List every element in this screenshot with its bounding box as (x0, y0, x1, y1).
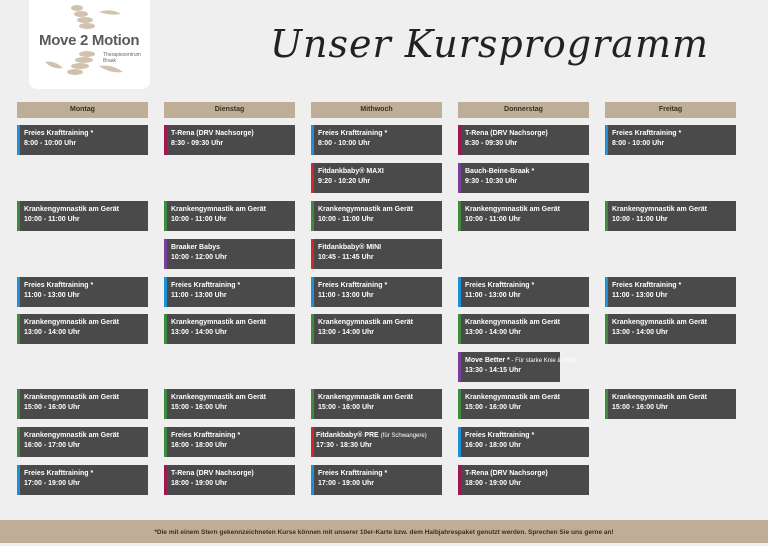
course-time: 16:00 - 18:00 Uhr (465, 442, 522, 449)
course-time: 18:00 - 19:00 Uhr (171, 480, 228, 487)
course-card[interactable] (17, 465, 148, 495)
course-name: T-Rena (DRV Nachsorge) (171, 130, 254, 137)
course-color-bar (164, 465, 167, 495)
day-header-monday: Montag (17, 102, 148, 118)
course-name: T-Rena (DRV Nachsorge) (465, 130, 548, 137)
course-time: 17:00 - 19:00 Uhr (318, 480, 375, 487)
course-color-bar (17, 125, 20, 155)
course-card[interactable] (458, 465, 589, 495)
course-card[interactable] (311, 277, 442, 307)
course-time: 10:00 - 11:00 Uhr (612, 216, 668, 223)
course-name: Freies Krafttraining * (612, 282, 682, 289)
course-card[interactable] (164, 277, 295, 307)
course-time: 9:30 - 10:30 Uhr (465, 178, 518, 185)
course-color-bar (311, 314, 314, 344)
course-card[interactable] (164, 125, 295, 155)
course-card[interactable] (164, 239, 295, 269)
course-name: Krankengymnastik am Gerät (612, 206, 707, 213)
course-name: Move Better * (465, 357, 510, 364)
course-color-bar (164, 389, 167, 419)
course-color-bar (164, 201, 167, 231)
course-note: (für Schwangere) (380, 433, 427, 439)
course-color-bar (458, 427, 461, 457)
footer-note: *Die mit einem Stern gekennzeichneten Kurse können mit unserer 10er-Karte bzw. dem Halbjahrespaket genutzt werden. Sprechen Sie uns gerne an! (0, 520, 768, 543)
course-name: Krankengymnastik am Gerät (612, 319, 707, 326)
course-color-bar (605, 201, 608, 231)
course-card[interactable] (605, 277, 736, 307)
course-name: Freies Krafttraining * (24, 282, 94, 289)
course-card[interactable] (311, 201, 442, 231)
course-card[interactable] (17, 389, 148, 419)
course-name: Krankengymnastik am Gerät (24, 206, 119, 213)
course-name: Freies Krafttraining * (612, 130, 682, 137)
course-color-bar (164, 125, 167, 155)
course-name: T-Rena (DRV Nachsorge) (171, 470, 254, 477)
course-card[interactable] (605, 125, 736, 155)
logo-subtitle (103, 52, 141, 64)
course-time: 15:00 - 16:00 Uhr (318, 404, 375, 411)
course-card[interactable] (605, 201, 736, 231)
course-time: 10:00 - 11:00 Uhr (24, 216, 80, 223)
course-card[interactable] (458, 277, 589, 307)
course-color-bar (458, 465, 461, 495)
course-name-line (316, 431, 442, 441)
course-card[interactable] (311, 163, 442, 193)
course-card[interactable] (458, 389, 589, 419)
course-time: 13:00 - 14:00 Uhr (465, 329, 522, 336)
course-card[interactable] (311, 465, 442, 495)
course-card[interactable] (458, 427, 589, 457)
course-time: 15:00 - 16:00 Uhr (465, 404, 522, 411)
course-name: Krankengymnastik am Gerät (24, 319, 119, 326)
course-color-bar (311, 427, 314, 457)
course-name: Freies Krafttraining * (318, 282, 388, 289)
course-color-bar (458, 163, 461, 193)
course-card[interactable] (164, 465, 295, 495)
course-time: 11:00 - 13:00 Uhr (318, 292, 374, 299)
course-time: 10:00 - 12:00 Uhr (171, 254, 228, 261)
course-time: 16:00 - 18:00 Uhr (171, 442, 228, 449)
course-color-bar (164, 239, 167, 269)
day-header-tuesday: Dienstag (164, 102, 295, 118)
course-name: Fitdankbaby® MAXI (318, 168, 384, 175)
course-time: 11:00 - 13:00 Uhr (171, 292, 227, 299)
course-time: 10:00 - 11:00 Uhr (465, 216, 521, 223)
course-name: Krankengymnastik am Gerät (465, 394, 560, 401)
course-color-bar (17, 389, 20, 419)
course-card[interactable] (164, 427, 295, 457)
course-name: Krankengymnastik am Gerät (465, 319, 560, 326)
course-card[interactable] (605, 389, 736, 419)
course-time: 8:30 - 09:30 Uhr (465, 140, 518, 147)
course-color-bar (164, 277, 167, 307)
course-name: Bauch-Beine-Braak * (465, 168, 535, 175)
course-card[interactable] (458, 125, 589, 155)
course-name-line (465, 356, 578, 366)
day-header-friday: Freitag (605, 102, 736, 118)
course-name: Freies Krafttraining * (318, 470, 388, 477)
course-time: 8:00 - 10:00 Uhr (612, 140, 665, 147)
logo-subtitle-line1: Therapiezentrum (103, 52, 141, 58)
course-time: 10:00 - 11:00 Uhr (171, 216, 227, 223)
course-color-bar (311, 389, 314, 419)
course-time: 13:00 - 14:00 Uhr (171, 329, 228, 336)
course-time: 8:30 - 09:30 Uhr (171, 140, 224, 147)
course-card[interactable] (458, 201, 589, 231)
course-color-bar (458, 352, 461, 382)
course-color-bar (458, 314, 461, 344)
course-name: Fitdankbaby® MINI (318, 244, 382, 251)
course-name: Freies Krafttraining * (465, 282, 535, 289)
logo (29, 0, 150, 89)
course-color-bar (311, 277, 314, 307)
course-color-bar (311, 465, 314, 495)
course-time: 10:45 - 11:45 Uhr (318, 254, 374, 261)
course-card[interactable] (458, 352, 578, 382)
course-name: Krankengymnastik am Gerät (612, 394, 707, 401)
course-note: - Für starke Knie & Hüfte (509, 358, 578, 364)
course-color-bar (311, 201, 314, 231)
course-name: Krankengymnastik am Gerät (171, 319, 266, 326)
course-color-bar (17, 465, 20, 495)
course-time: 16:00 - 17:00 Uhr (24, 442, 81, 449)
course-color-bar (17, 314, 20, 344)
course-time: 11:00 - 13:00 Uhr (465, 292, 521, 299)
course-time: 13:00 - 14:00 Uhr (318, 329, 375, 336)
course-card[interactable] (17, 277, 148, 307)
course-card[interactable] (164, 201, 295, 231)
course-color-bar (17, 201, 20, 231)
course-card[interactable] (17, 427, 148, 457)
course-color-bar (605, 389, 608, 419)
course-time: 15:00 - 16:00 Uhr (24, 404, 81, 411)
course-time: 15:00 - 16:00 Uhr (171, 404, 228, 411)
course-color-bar (458, 201, 461, 231)
course-name: Krankengymnastik am Gerät (171, 394, 266, 401)
course-time: 17:30 - 18:30 Uhr (316, 442, 373, 449)
course-name: Freies Krafttraining * (465, 432, 535, 439)
course-name: Krankengymnastik am Gerät (465, 206, 560, 213)
course-name: Freies Krafttraining * (24, 130, 94, 137)
course-color-bar (458, 125, 461, 155)
course-time: 13:00 - 14:00 Uhr (24, 329, 81, 336)
course-time: 13:30 - 14:15 Uhr (465, 367, 522, 374)
course-time: 15:00 - 16:00 Uhr (612, 404, 669, 411)
course-name: Freies Krafttraining * (171, 432, 241, 439)
course-name: Freies Krafttraining * (24, 470, 94, 477)
course-color-bar (164, 427, 167, 457)
course-name: Braaker Babys (171, 244, 221, 251)
course-card[interactable] (458, 314, 589, 344)
course-time: 8:00 - 10:00 Uhr (318, 140, 371, 147)
course-color-bar (458, 389, 461, 419)
course-color-bar (164, 314, 167, 344)
course-card[interactable] (458, 163, 589, 193)
course-card[interactable] (311, 314, 442, 344)
course-card[interactable] (17, 125, 148, 155)
course-time: 11:00 - 13:00 Uhr (612, 292, 668, 299)
course-color-bar (17, 277, 20, 307)
course-color-bar (605, 125, 608, 155)
course-color-bar (605, 277, 608, 307)
course-card[interactable] (605, 314, 736, 344)
course-card[interactable] (311, 389, 442, 419)
course-name: Freies Krafttraining * (318, 130, 388, 137)
course-color-bar (458, 277, 461, 307)
course-color-bar (311, 239, 314, 269)
course-name: Krankengymnastik am Gerät (318, 319, 413, 326)
course-name: Krankengymnastik am Gerät (24, 394, 119, 401)
course-card[interactable] (17, 314, 148, 344)
course-name: Krankengymnastik am Gerät (318, 394, 413, 401)
course-card[interactable] (311, 239, 442, 269)
logo-name: Move 2 Motion (39, 32, 140, 49)
course-time: 18:00 - 19:00 Uhr (465, 480, 522, 487)
course-time: 10:00 - 11:00 Uhr (318, 216, 374, 223)
logo-subtitle-line2: Braak (103, 58, 117, 64)
day-header-thursday: Donnerstag (458, 102, 589, 118)
course-card[interactable] (17, 201, 148, 231)
course-name: T-Rena (DRV Nachsorge) (465, 470, 548, 477)
course-card[interactable] (164, 314, 295, 344)
course-time: 17:00 - 19:00 Uhr (24, 480, 81, 487)
course-time: 11:00 - 13:00 Uhr (24, 292, 80, 299)
course-name: Krankengymnastik am Gerät (24, 432, 119, 439)
course-color-bar (605, 314, 608, 344)
course-time: 9:20 - 10:20 Uhr (318, 178, 371, 185)
course-color-bar (311, 163, 314, 193)
course-card[interactable] (311, 125, 442, 155)
course-color-bar (17, 427, 20, 457)
course-card[interactable] (164, 389, 295, 419)
course-time: 13:00 - 14:00 Uhr (612, 329, 669, 336)
page-title: Unser Kursprogramm (270, 22, 710, 66)
course-color-bar (311, 125, 314, 155)
course-name: Krankengymnastik am Gerät (171, 206, 266, 213)
course-card[interactable] (311, 427, 442, 457)
day-header-wednesday: Mithwoch (311, 102, 442, 118)
course-name: Fitdankbaby® PRE (316, 432, 379, 439)
course-time: 8:00 - 10:00 Uhr (24, 140, 77, 147)
course-name: Krankengymnastik am Gerät (318, 206, 413, 213)
course-name: Freies Krafttraining * (171, 282, 241, 289)
